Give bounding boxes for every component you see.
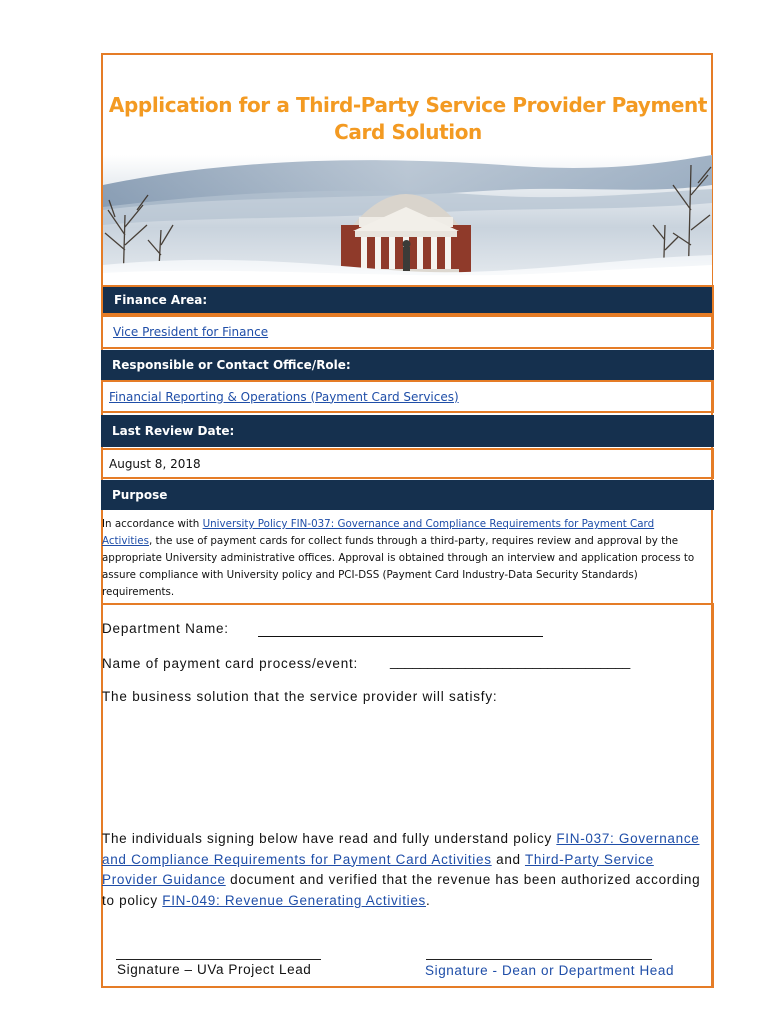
certification-text-1: The individuals signing below have read and fully understand policy [102,831,557,846]
signature-line-dean[interactable] [426,959,652,960]
finance-area-field [101,315,714,349]
purpose-text-body: , the use of payment cards for collect funds through a third-party, requires review and approval by the appropriate University administrative offices. Approval is obtained through an interview and application process to assure compliance with University policy and PCI-DSS (Payment Card Industry-Data Security Standards) requirements. [102,535,695,598]
signature-label-dean: Signature - Dean or Department Head [425,963,675,978]
last-review-field [101,448,714,479]
department-name-field[interactable] [258,636,543,637]
certification-text-4: . [426,892,431,908]
department-name-label: Department Name: [102,621,229,636]
responsible-office-link[interactable]: Financial Reporting & Operations (Payment Card Services) [109,389,459,404]
certification-statement [102,829,702,911]
finance-area-header [101,285,714,315]
third-party-guidance-link[interactable]: Third-Party Service Provider Guidance [102,851,654,887]
last-review-value: August 8, 2018 [109,456,201,471]
purpose-header [101,480,714,510]
responsible-office-field [101,380,714,413]
certification-text-3: document and verified that the revenue has been authorized according to policy [102,872,701,908]
certification-text-2: and [491,851,525,867]
fin-049-link[interactable]: FIN-049: Revenue Generating Activities [162,892,427,908]
responsible-office-label: Responsible or Contact Office/Role: [112,358,351,372]
business-solution-label: The business solution that the service provider will satisfy: [102,689,498,704]
event-name-field[interactable]: ________________________________ [390,654,631,669]
signature-label-project-lead: Signature – UVa Project Lead [117,962,312,977]
purpose-text-intro: In accordance with [102,518,203,530]
event-name-label: Name of payment card process/event: [102,656,359,671]
purpose-label: Purpose [112,488,168,502]
banner-image [103,155,712,287]
policy-fin-037-link[interactable]: University Policy FIN-037: Governance and Compliance Requirements for Payment Card Activities [102,518,655,547]
last-review-label: Last Review Date: [112,424,235,438]
document-title: Application for a Third-Party Service Provider Payment Card Solution [108,93,708,144]
responsible-office-header [101,350,714,380]
purpose-text [102,516,702,601]
finance-area-link[interactable]: Vice President for Finance [113,325,269,339]
last-review-header [101,415,714,447]
business-solution-field[interactable] [103,712,709,822]
signature-line-project-lead[interactable] [116,959,321,960]
fin-037-link[interactable]: FIN-037: Governance and Compliance Requirements for Payment Card Activities [102,831,700,867]
finance-area-label: Finance Area: [114,293,208,307]
